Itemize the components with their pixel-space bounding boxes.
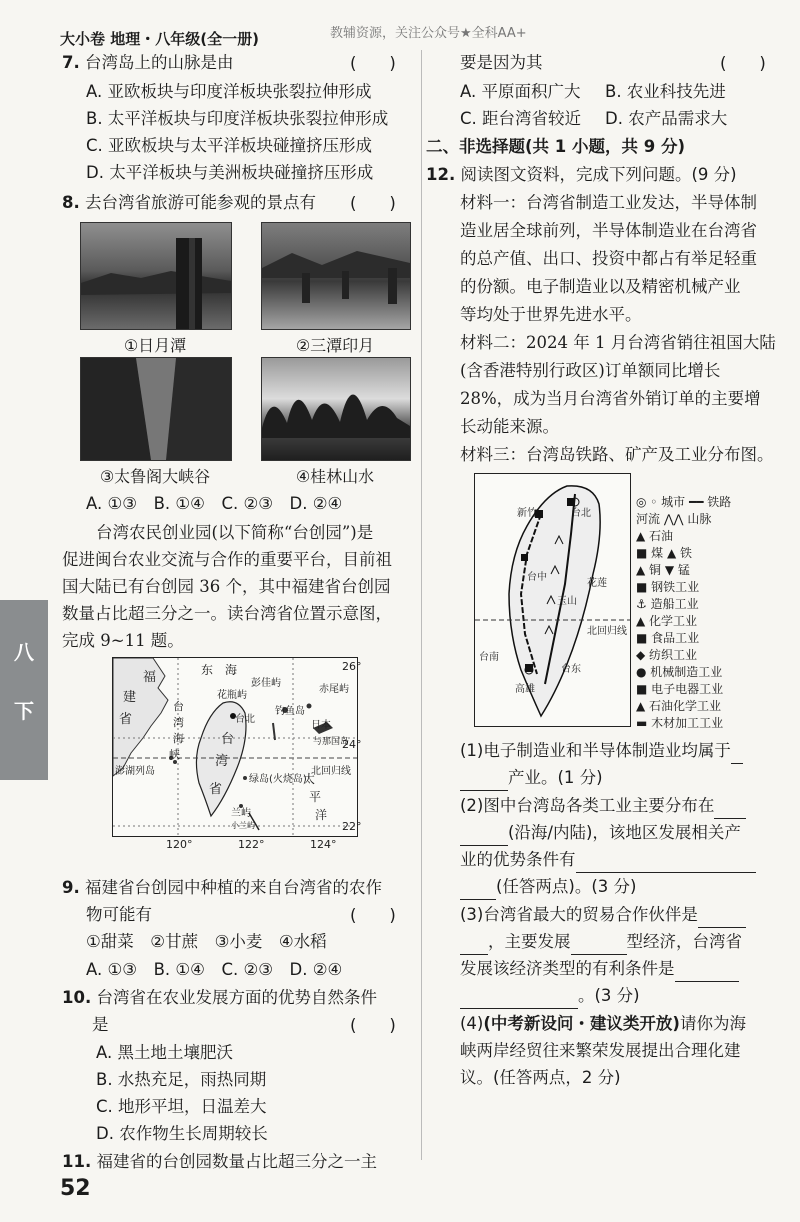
legend-copper-manganese: ▲ 铜 ▼ 锰 xyxy=(636,563,690,577)
sub2-blank-b[interactable] xyxy=(460,827,508,846)
sub2-blank-a[interactable] xyxy=(714,800,746,819)
sub3-blank-a[interactable] xyxy=(698,909,746,928)
caption-1: ①日月潭 xyxy=(123,336,187,355)
passage-line-3: 国大陆已有台创园 36 个，其中福建省台创园 xyxy=(62,577,391,596)
label-tropic: 北回归线 xyxy=(311,766,351,777)
q11-stem: 11. 福建省的台创园数量占比超三分之一主 xyxy=(62,1152,377,1171)
material-3: 材料三：台湾岛铁路、矿产及工业分布图。 xyxy=(460,445,774,464)
q10-option-b: B. 水热充足，雨热同期 xyxy=(96,1070,267,1089)
q10-stem: 10. 台湾省在农业发展方面的优势自然条件 xyxy=(62,988,377,1007)
page-number: 52 xyxy=(60,1176,91,1201)
label-tainan: 台南 xyxy=(479,652,499,663)
q7-option-c: C. 亚欧板块与太平洋板块碰撞挤压形成 xyxy=(86,136,373,155)
passage-line-2: 促进闽台农业交流与合作的重要平台，目前祖 xyxy=(62,550,392,569)
material-1-line-1: 材料一：台湾省制造工业发达，半导体制 xyxy=(460,193,757,212)
caption-2: ②三潭印月 xyxy=(295,336,375,355)
sub1-blank-a[interactable] xyxy=(731,745,743,764)
taiwan-industry-map xyxy=(474,473,631,727)
q9-options: A. ①③ B. ①④ C. ②③ D. ②④ xyxy=(86,960,343,979)
label-tropic-2: 北回归线 xyxy=(587,626,627,637)
lon-122: 122° xyxy=(238,838,265,851)
sub1-line-2: 产业。(1 分) xyxy=(460,765,603,791)
lat-22: 22° xyxy=(342,820,362,833)
section-2-heading: 二、非选择题(共 1 小题，共 9 分) xyxy=(426,137,686,156)
label-strait-2: 湾 xyxy=(173,716,184,729)
q10-answer-paren[interactable]: ( ) xyxy=(350,1016,396,1035)
legend-steel: ■ 钢铁工业 xyxy=(636,580,700,594)
sub3-line-4: 。(3 分) xyxy=(460,983,640,1009)
q8-answer-paren[interactable]: ( ) xyxy=(350,194,396,213)
photo-taroko-gorge xyxy=(80,357,232,461)
legend-electronics: ■ 电子电器工业 xyxy=(636,682,724,696)
material-1-line-5: 等均处于世界先进水平。 xyxy=(460,305,642,324)
lat-26: 26° xyxy=(342,660,362,673)
passage-line-4: 数量占比超三分之一。读台湾省位置示意图， xyxy=(62,604,392,623)
q7-option-a: A. 亚欧板块与印度洋板块张裂拉伸形成 xyxy=(86,82,372,101)
material-2-line-2: (含香港特别行政区)订单额同比增长 xyxy=(460,361,721,380)
q8-options: A. ①③ B. ①④ C. ②③ D. ②④ xyxy=(86,494,343,513)
photo-sun-moon-lake xyxy=(80,222,232,330)
q12-stem: 12. 阅读图文资料，完成下列问题。(9 分) xyxy=(426,165,737,184)
sub1-line-1: (1)电子制造业和半导体制造业均属于 xyxy=(460,738,743,764)
label-strait-4: 峡 xyxy=(169,748,180,761)
legend-petrochemical: ▲ 石油化学工业 xyxy=(636,699,722,713)
material-2-line-3: 28%，成为当月台湾省外销订单的主要增 xyxy=(460,389,761,408)
sub3-blank-b[interactable] xyxy=(460,936,488,955)
passage-line-5: 完成 9~11 题。 xyxy=(62,631,184,650)
label-xiaolanyu: 小兰屿 xyxy=(231,821,255,830)
label-tai: 台 xyxy=(221,732,235,747)
label-lanyu: 兰屿 xyxy=(231,808,251,819)
legend-city-railway: ◎ ◦ 城市 ━━ 铁路 xyxy=(636,495,732,509)
q7-stem: 7. 台湾岛上的山脉是由 xyxy=(62,53,234,72)
q11-option-c: C. 距台湾省较近 xyxy=(460,109,582,128)
passage-line-1: 台湾农民创业园(以下简称“台创园”)是 xyxy=(96,523,374,542)
q11-option-a: A. 平原面积广大 xyxy=(460,82,581,101)
q11-answer-paren[interactable]: ( ) xyxy=(720,54,766,73)
legend-shipbuilding: ⚓ 造船工业 xyxy=(636,597,699,611)
label-sheng: 省 xyxy=(119,712,133,727)
caption-3: ③太鲁阁大峡谷 xyxy=(99,467,211,486)
legend-food: ■ 食品工业 xyxy=(636,631,700,645)
legend-textile: ◆ 纺织工业 xyxy=(636,648,698,662)
caption-4: ④桂林山水 xyxy=(295,467,375,486)
label-taidong: 台东 xyxy=(561,664,581,675)
q7-option-b: B. 太平洋板块与印度洋板块张裂拉伸形成 xyxy=(86,109,389,128)
taiwan-location-map xyxy=(112,657,358,837)
q11-option-b: B. 农业科技先进 xyxy=(605,82,726,101)
q9-answer-paren[interactable]: ( ) xyxy=(350,906,396,925)
label-pacific-2: 平 xyxy=(309,790,322,804)
label-strait-1: 台 xyxy=(173,700,184,713)
label-wan: 湾 xyxy=(215,754,229,769)
sub3-line-3: 发展该经济类型的有利条件是 xyxy=(460,956,739,982)
sub2-line-2: (沿海/内陆)，该地区发展相关产 xyxy=(460,820,741,846)
label-jian: 建 xyxy=(123,690,137,705)
grade-side-tab xyxy=(0,600,48,780)
side-tab-top: 八 xyxy=(14,640,34,664)
legend-river-mountain: 河流 ⋀⋀ 山脉 xyxy=(636,512,712,526)
q9-stem-2: 物可能有 xyxy=(86,905,152,924)
column-divider xyxy=(421,50,422,1160)
label-fujian: 福 xyxy=(143,670,157,685)
sub3-line-2: ，主要发展 型经济，台湾省 xyxy=(460,929,742,955)
sub4-line-2: 峡两岸经贸往来繁荣发展提出合理化建 xyxy=(460,1041,741,1060)
photo-three-pools xyxy=(261,222,411,330)
q11-option-d: D. 农产品需求大 xyxy=(605,109,728,128)
sub2-blank-c[interactable] xyxy=(576,854,756,873)
sub3-line-1: (3)台湾省最大的贸易合作伙伴是 xyxy=(460,902,746,928)
sub3-blank-d[interactable] xyxy=(675,963,739,982)
label-chiwei: 赤尾屿 xyxy=(319,684,349,695)
label-penghu: 澎湖列岛 xyxy=(115,766,155,777)
q10-stem-2: 是 xyxy=(92,1015,109,1034)
material-2-line-1: 材料二：2024 年 1 月台湾省销往祖国大陆 xyxy=(460,333,776,352)
label-lvdao: 绿岛(火烧岛) xyxy=(249,774,307,785)
sub1-blank-b[interactable] xyxy=(460,772,508,791)
q9-items: ①甜菜 ②甘蔗 ③小麦 ④水稻 xyxy=(86,932,327,951)
material-1-line-4: 的份额。电子制造业以及精密机械产业 xyxy=(460,277,741,296)
q11-stem-2: 要是因为其 xyxy=(460,53,543,72)
label-sheng2: 省 xyxy=(209,782,223,797)
label-pengjia: 彭佳屿 xyxy=(251,678,281,689)
lon-124: 124° xyxy=(310,838,337,851)
sub3-blank-e[interactable] xyxy=(460,990,578,1009)
q7-option-d: D. 太平洋板块与美洲板块碰撞挤压形成 xyxy=(86,163,374,182)
q10-option-a: A. 黑土地土壤肥沃 xyxy=(96,1043,233,1062)
sub2-line-3: 业的优势条件有 xyxy=(460,847,756,873)
sub2-line-1: (2)图中台湾岛各类工业主要分布在 xyxy=(460,793,746,819)
label-huaping: 花瓶屿 xyxy=(217,690,247,701)
legend-machinery: ● 机械制造工业 xyxy=(636,665,723,679)
label-xinzhu: 新竹 xyxy=(517,508,537,519)
q9-stem: 9. 福建省台创园中种植的来自台湾省的农作 xyxy=(62,878,382,897)
q7-answer-paren[interactable]: ( ) xyxy=(350,54,396,73)
material-2-line-4: 长动能来源。 xyxy=(460,417,559,436)
sub3-blank-c[interactable] xyxy=(571,936,627,955)
sub2-blank-d[interactable] xyxy=(460,881,496,900)
label-pacific-1: 太 xyxy=(303,772,316,786)
label-yonaguni: 与那国岛 xyxy=(313,737,350,747)
lon-120: 120° xyxy=(166,838,193,851)
q10-option-c: C. 地形平坦，日温差大 xyxy=(96,1097,267,1116)
label-east-sea: 东 海 xyxy=(201,663,238,677)
side-tab-bottom: 下 xyxy=(14,699,34,723)
sub2-line-4: (任答两点)。(3 分) xyxy=(460,874,637,900)
q8-stem: 8. 去台湾省旅游可能参观的景点有 xyxy=(62,193,316,212)
photo-guilin xyxy=(261,357,411,461)
material-1-line-2: 造业居全球前列，半导体制造业在台湾省 xyxy=(460,221,757,240)
label-yushan: 玉山 xyxy=(557,596,577,607)
label-taibei-2: 台北 xyxy=(571,508,591,519)
legend-chemical: ▲ 化学工业 xyxy=(636,614,698,628)
label-hualian: 花莲 xyxy=(587,578,607,589)
sub4-line-3: 议。(任答两点，2 分) xyxy=(460,1068,621,1087)
legend-oil: ▲ 石油 xyxy=(636,529,674,543)
lat-24: 24° xyxy=(342,738,362,751)
label-taizhong: 台中 xyxy=(527,572,547,583)
label-strait-3: 海 xyxy=(173,732,184,745)
legend-coal-iron: ■ 煤 ▲ 铁 xyxy=(636,546,693,560)
label-japan: 日本 xyxy=(311,720,331,731)
q10-option-d: D. 农作物生长周期较长 xyxy=(96,1124,268,1143)
material-1-line-3: 的总产值、出口、投资中都占有举足轻重 xyxy=(460,249,757,268)
legend-timber: ▬ 木材加工工业 xyxy=(636,716,724,730)
watermark-text: 教辅资源，关注公众号★全科AA+ xyxy=(330,26,527,41)
label-pacific-3: 洋 xyxy=(315,808,328,822)
sub4-line-1: (4)(中考新设问・建议类开放)请你为海 xyxy=(460,1014,746,1033)
label-gaoxiong: 高雄 xyxy=(515,684,535,695)
book-title: 大小卷 地理・八年级(全一册) xyxy=(60,30,259,48)
label-diaoyu: 钓鱼岛 xyxy=(275,706,305,717)
label-taibei: 台北 xyxy=(235,714,255,725)
